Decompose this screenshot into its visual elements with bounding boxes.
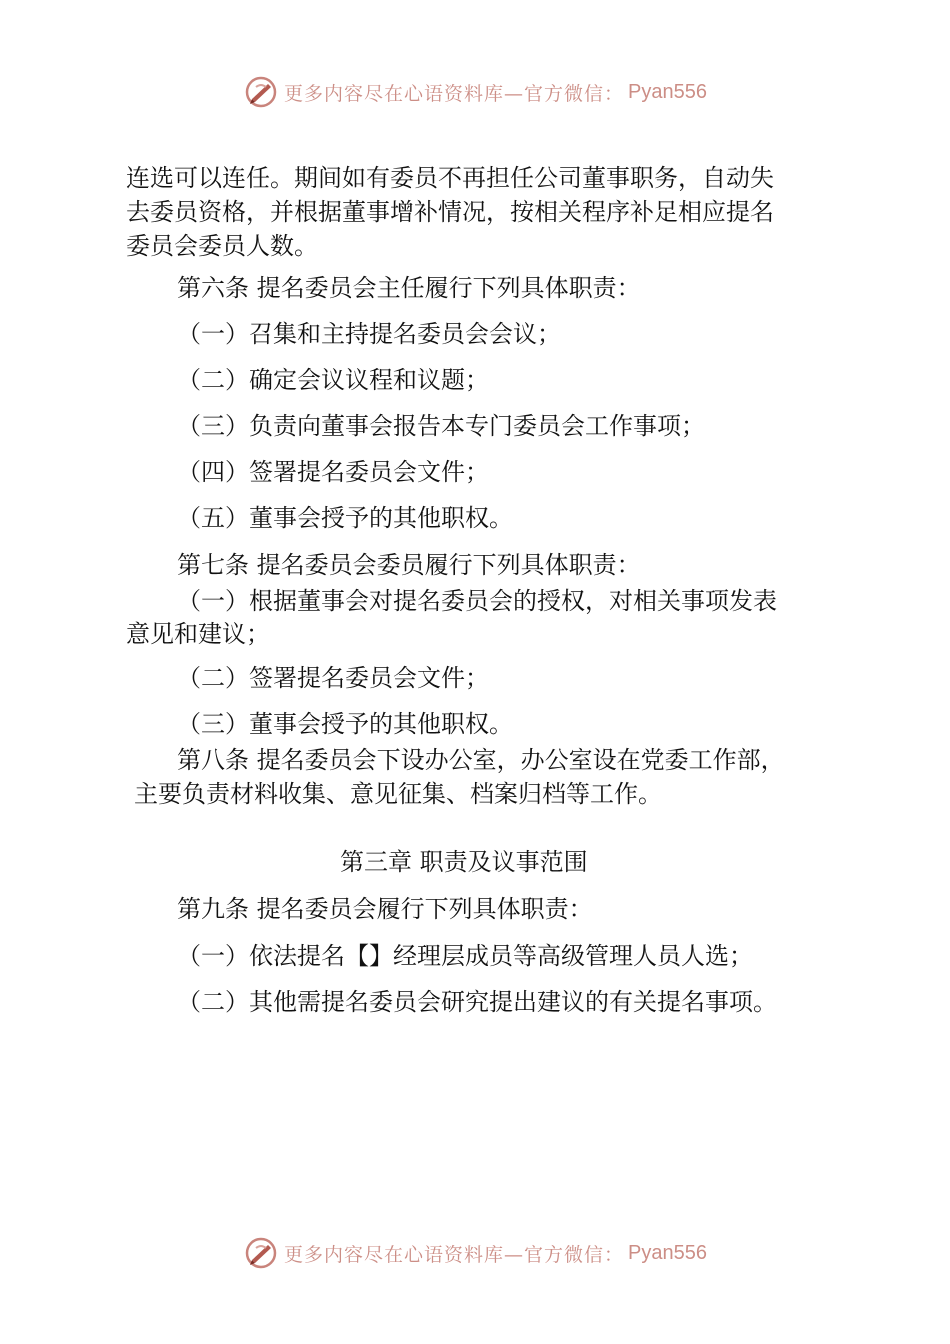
list-item: （二）确定会议议程和议题； <box>177 366 489 394</box>
watermark-header <box>244 72 707 112</box>
article-heading: 第八条 提名委员会下设办公室，办公室设在党委工作部， <box>177 746 785 774</box>
watermark-text: 更多内容尽在心语资料库—官方微信： <box>284 82 625 105</box>
body-line: 主要负责材料收集、意见征集、档案归档等工作。 <box>134 780 662 808</box>
list-item: （二）签署提名委员会文件； <box>177 664 489 692</box>
list-item: （一）根据董事会对提名委员会的授权，对相关事项发表 <box>177 587 777 615</box>
watermark-footer <box>244 1233 707 1273</box>
list-item: （四）签署提名委员会文件； <box>177 458 489 486</box>
list-item: （三）董事会授予的其他职权。 <box>177 710 513 738</box>
watermark-wechat-id: Pyan556 <box>628 1241 707 1264</box>
watermark-text: 更多内容尽在心语资料库—官方微信： <box>284 1243 625 1266</box>
chapter-title: 第三章 职责及议事范围 <box>340 848 588 876</box>
list-item: （一）召集和主持提名委员会会议； <box>177 320 561 348</box>
list-item: （二）其他需提名委员会研究提出建议的有关提名事项。 <box>177 988 777 1016</box>
pen-logo-icon <box>244 75 278 109</box>
body-line: 去委员资格，并根据董事增补情况，按相关程序补足相应提名 <box>126 198 774 226</box>
pen-logo-icon <box>244 1236 278 1270</box>
article-heading: 第九条 提名委员会履行下列具体职责： <box>177 895 593 923</box>
body-line: 委员会委员人数。 <box>126 232 318 260</box>
article-heading: 第六条 提名委员会主任履行下列具体职责： <box>177 274 641 302</box>
list-item-continuation: 意见和建议； <box>126 620 270 648</box>
article-heading: 第七条 提名委员会委员履行下列具体职责： <box>177 551 641 579</box>
body-line: 连选可以连任。期间如有委员不再担任公司董事职务，自动失 <box>126 164 774 192</box>
list-item: （五）董事会授予的其他职权。 <box>177 504 513 532</box>
list-item: （三）负责向董事会报告本专门委员会工作事项； <box>177 412 705 440</box>
list-item: （一）依法提名【】经理层成员等高级管理人员人选； <box>177 942 753 970</box>
watermark-wechat-id: Pyan556 <box>628 80 707 103</box>
